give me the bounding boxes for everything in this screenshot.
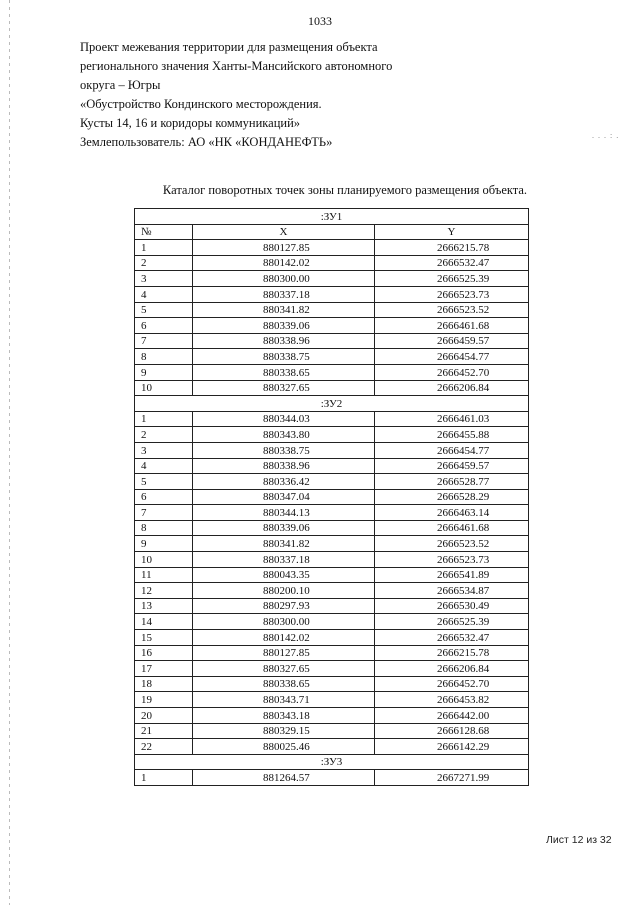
x-coordinate: 880343.80: [193, 427, 375, 443]
y-coordinate: 2666206.84: [375, 380, 529, 396]
y-coordinate: 2666523.52: [375, 536, 529, 552]
header-line: регионального значения Ханты-Мансийского автономного: [80, 59, 393, 73]
point-number: 22: [135, 739, 193, 755]
y-coordinate: 2666452.70: [375, 364, 529, 380]
y-coordinate: 2666459.57: [375, 333, 529, 349]
point-number: 11: [135, 567, 193, 583]
x-coordinate: 880347.04: [193, 489, 375, 505]
table-row: [135, 692, 529, 708]
table-row: [135, 614, 529, 630]
point-number: 15: [135, 630, 193, 646]
point-number: 4: [135, 286, 193, 302]
header-line: Кусты 14, 16 и коридоры коммуникаций»: [80, 116, 301, 130]
point-number: 5: [135, 302, 193, 318]
x-coordinate: 880297.93: [193, 598, 375, 614]
y-coordinate: 2666206.84: [375, 661, 529, 677]
table-row: [135, 536, 529, 552]
table-row: [135, 333, 529, 349]
table-row: [135, 583, 529, 599]
point-number: 2: [135, 255, 193, 271]
zone-name: :ЗУ2: [135, 396, 529, 412]
catalog-title: Каталог поворотных точек зоны планируемого размещения объекта.: [162, 183, 528, 197]
x-coordinate: 880338.75: [193, 349, 375, 365]
table-row: [135, 489, 529, 505]
column-header-y: Y: [375, 224, 529, 240]
zone-name: :ЗУ3: [135, 754, 529, 770]
x-coordinate: 880341.82: [193, 536, 375, 552]
x-coordinate: 881264.57: [193, 770, 375, 786]
column-header-number: №: [135, 224, 193, 240]
x-coordinate: 880339.06: [193, 520, 375, 536]
point-number: 7: [135, 505, 193, 521]
coordinates-table: [134, 208, 529, 786]
table-row: [135, 567, 529, 583]
page-number: 1033: [308, 14, 332, 28]
document-header: [80, 38, 440, 152]
y-coordinate: 2667271.99: [375, 770, 529, 786]
y-coordinate: 2666452.70: [375, 676, 529, 692]
point-number: 7: [135, 333, 193, 349]
x-coordinate: 880327.65: [193, 661, 375, 677]
point-number: 16: [135, 645, 193, 661]
x-coordinate: 880338.75: [193, 442, 375, 458]
table-row: [135, 708, 529, 724]
y-coordinate: 2666532.47: [375, 255, 529, 271]
y-coordinate: 2666532.47: [375, 630, 529, 646]
coordinates-table-body: [135, 209, 529, 786]
y-coordinate: 2666528.77: [375, 474, 529, 490]
y-coordinate: 2666454.77: [375, 349, 529, 365]
point-number: 1: [135, 411, 193, 427]
table-row: [135, 676, 529, 692]
point-number: 17: [135, 661, 193, 677]
table-row: [135, 286, 529, 302]
zone-row: [135, 754, 529, 770]
y-coordinate: 2666541.89: [375, 567, 529, 583]
x-coordinate: 880338.65: [193, 364, 375, 380]
table-row: [135, 302, 529, 318]
y-coordinate: 2666142.29: [375, 739, 529, 755]
y-coordinate: 2666528.29: [375, 489, 529, 505]
x-coordinate: 880127.85: [193, 645, 375, 661]
table-row: [135, 770, 529, 786]
point-number: 8: [135, 520, 193, 536]
y-coordinate: 2666442.00: [375, 708, 529, 724]
table-row: [135, 598, 529, 614]
point-number: 6: [135, 489, 193, 505]
x-coordinate: 880025.46: [193, 739, 375, 755]
point-number: 21: [135, 723, 193, 739]
y-coordinate: 2666459.57: [375, 458, 529, 474]
x-coordinate: 880343.71: [193, 692, 375, 708]
margin-scan-line: [9, 0, 10, 905]
table-row: [135, 458, 529, 474]
header-line: округа – Югры: [80, 78, 161, 92]
table-row: [135, 520, 529, 536]
x-coordinate: 880344.13: [193, 505, 375, 521]
y-coordinate: 2666215.78: [375, 240, 529, 256]
x-coordinate: 880339.06: [193, 318, 375, 334]
table-row: [135, 380, 529, 396]
x-coordinate: 880338.65: [193, 676, 375, 692]
header-line: Землепользователь: АО «НК «КОНДАНЕФТЬ»: [80, 135, 333, 149]
y-coordinate: 2666455.88: [375, 427, 529, 443]
table-row: [135, 349, 529, 365]
point-number: 9: [135, 536, 193, 552]
point-number: 1: [135, 770, 193, 786]
point-number: 5: [135, 474, 193, 490]
point-number: 18: [135, 676, 193, 692]
x-coordinate: 880336.42: [193, 474, 375, 490]
y-coordinate: 2666523.52: [375, 302, 529, 318]
y-coordinate: 2666530.49: [375, 598, 529, 614]
point-number: 3: [135, 442, 193, 458]
table-row: [135, 271, 529, 287]
table-row: [135, 630, 529, 646]
x-coordinate: 880300.00: [193, 271, 375, 287]
zone-row: [135, 209, 529, 225]
x-coordinate: 880127.85: [193, 240, 375, 256]
table-row: [135, 739, 529, 755]
table-row: [135, 723, 529, 739]
x-coordinate: 880142.02: [193, 255, 375, 271]
x-coordinate: 880142.02: [193, 630, 375, 646]
x-coordinate: 880043.35: [193, 567, 375, 583]
y-coordinate: 2666523.73: [375, 286, 529, 302]
y-coordinate: 2666461.03: [375, 411, 529, 427]
x-coordinate: 880337.18: [193, 286, 375, 302]
x-coordinate: 880337.18: [193, 552, 375, 568]
table-row: [135, 661, 529, 677]
x-coordinate: 880344.03: [193, 411, 375, 427]
y-coordinate: 2666215.78: [375, 645, 529, 661]
y-coordinate: 2666128.68: [375, 723, 529, 739]
point-number: 6: [135, 318, 193, 334]
y-coordinate: 2666453.82: [375, 692, 529, 708]
sheet-footer: Лист 12 из 32: [546, 834, 612, 846]
table-row: [135, 552, 529, 568]
point-number: 10: [135, 552, 193, 568]
y-coordinate: 2666463.14: [375, 505, 529, 521]
point-number: 10: [135, 380, 193, 396]
x-coordinate: 880341.82: [193, 302, 375, 318]
y-coordinate: 2666523.73: [375, 552, 529, 568]
point-number: 3: [135, 271, 193, 287]
y-coordinate: 2666525.39: [375, 614, 529, 630]
table-row: [135, 255, 529, 271]
point-number: 20: [135, 708, 193, 724]
table-header-row: [135, 224, 529, 240]
x-coordinate: 880200.10: [193, 583, 375, 599]
y-coordinate: 2666461.68: [375, 318, 529, 334]
table-row: [135, 474, 529, 490]
table-row: [135, 645, 529, 661]
zone-name: :ЗУ1: [135, 209, 529, 225]
column-header-x: X: [193, 224, 375, 240]
table-row: [135, 427, 529, 443]
point-number: 14: [135, 614, 193, 630]
y-coordinate: 2666525.39: [375, 271, 529, 287]
table-row: [135, 364, 529, 380]
point-number: 4: [135, 458, 193, 474]
y-coordinate: 2666534.87: [375, 583, 529, 599]
x-coordinate: 880343.18: [193, 708, 375, 724]
table-row: [135, 411, 529, 427]
x-coordinate: 880327.65: [193, 380, 375, 396]
table-row: [135, 442, 529, 458]
table-row: [135, 240, 529, 256]
table-row: [135, 505, 529, 521]
x-coordinate: 880329.15: [193, 723, 375, 739]
point-number: 12: [135, 583, 193, 599]
point-number: 19: [135, 692, 193, 708]
zone-row: [135, 396, 529, 412]
point-number: 13: [135, 598, 193, 614]
point-number: 2: [135, 427, 193, 443]
x-coordinate: 880338.96: [193, 333, 375, 349]
y-coordinate: 2666454.77: [375, 442, 529, 458]
table-row: [135, 318, 529, 334]
y-coordinate: 2666461.68: [375, 520, 529, 536]
x-coordinate: 880338.96: [193, 458, 375, 474]
scan-specks: . . . : .: [592, 131, 620, 140]
point-number: 1: [135, 240, 193, 256]
header-line: Проект межевания территории для размещения объекта: [80, 40, 378, 54]
x-coordinate: 880300.00: [193, 614, 375, 630]
point-number: 9: [135, 364, 193, 380]
point-number: 8: [135, 349, 193, 365]
header-line: «Обустройство Кондинского месторождения.: [80, 97, 322, 111]
